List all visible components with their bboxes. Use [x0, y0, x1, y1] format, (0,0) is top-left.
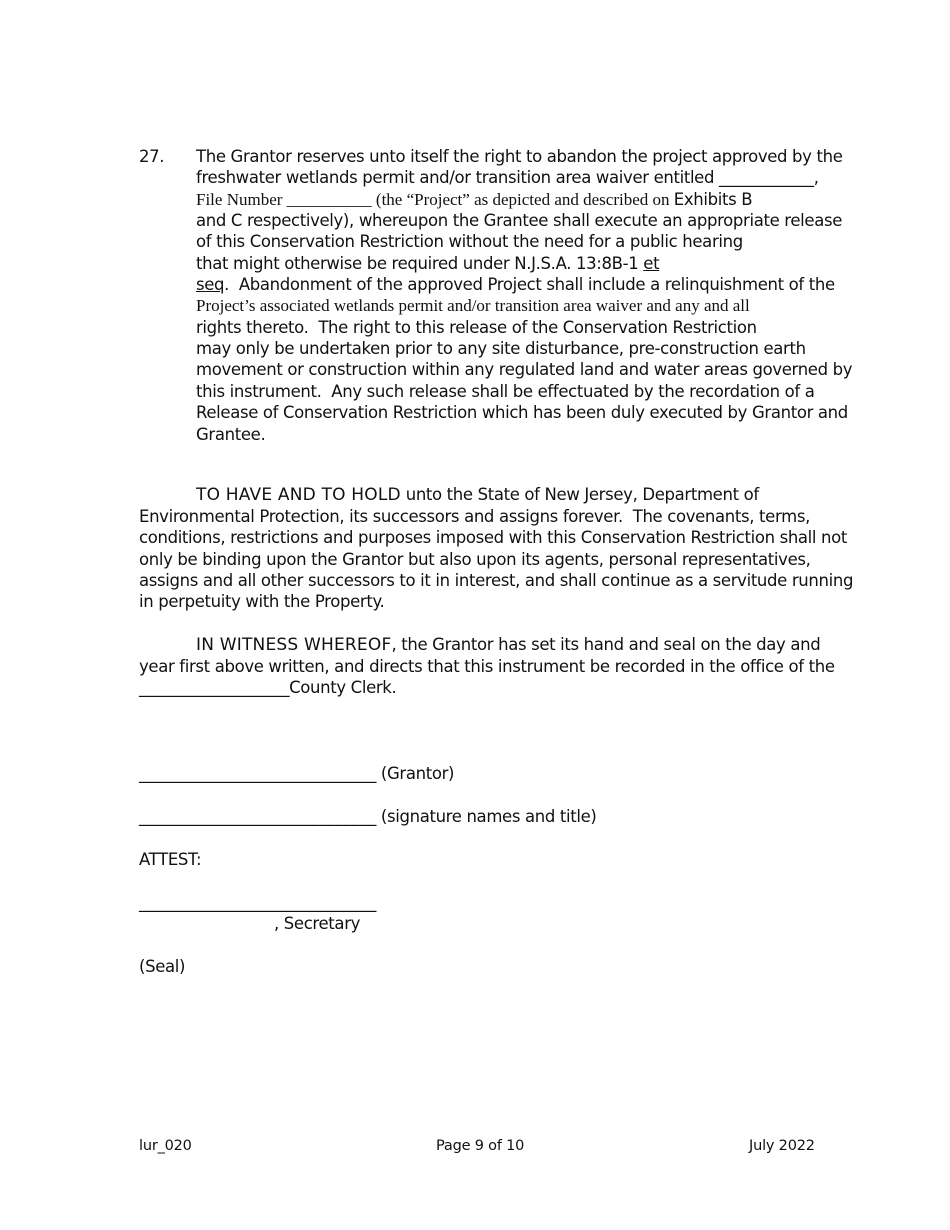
habendum-line-5: assigns and all other successors to it in interest, and shall continue as a servitude running — [139, 571, 854, 590]
paragraph-27-line-10: may only be undertaken prior to any site disturbance, pre-construction earth — [196, 339, 806, 358]
et-text: et — [643, 254, 660, 273]
paragraph-27-line-5: of this Conservation Restriction without the need for a public hearing — [196, 232, 743, 251]
paragraph-27-line-3 — [196, 189, 752, 210]
witness-lead: IN WITNESS WHEREOF — [196, 635, 392, 655]
habendum-lead: TO HAVE AND TO HOLD — [196, 485, 401, 505]
habendum-line-6: in perpetuity with the Property. — [139, 592, 385, 611]
witness-line-2: year first above written, and directs that this instrument be recorded in the office of the — [139, 657, 835, 676]
footer-form-id: lur_020 — [139, 1138, 192, 1154]
witness-text: , the Grantor has set its hand and seal on the day and — [391, 635, 821, 654]
paragraph-27-line-8: Project’s associated wetlands permit and/or transition area waiver and any and all — [196, 296, 750, 315]
paragraph-27-line-1: The Grantor reserves unto itself the right to abandon the project approved by the — [196, 147, 843, 166]
paragraph-27-line-9: rights thereto. The right to this release of the Conservation Restriction — [196, 318, 757, 337]
statute-text: that might otherwise be required under N.J.S.A. 13:8B-1 — [196, 254, 644, 273]
file-number-text: File Number __________ (the “Project” as depicted and described on — [196, 190, 674, 209]
seq-text: seq — [196, 275, 225, 294]
habendum-line-4: only be binding upon the Grantor but also upon its agents, personal representatives, — [139, 550, 811, 569]
abandonment-text: . Abandonment of the approved Project shall include a relinquishment of the — [224, 275, 835, 294]
county-clerk-line: ___________________County Clerk. — [139, 678, 397, 697]
paragraph-27-line-6 — [196, 253, 659, 274]
habendum-line-1 — [196, 484, 759, 506]
attest-label: ATTEST: — [139, 850, 202, 869]
paragraph-27-line-11: movement or construction within any regulated land and water areas governed by — [196, 360, 853, 379]
paragraph-number: 27. — [139, 147, 165, 166]
habendum-line-3: conditions, restrictions and purposes imposed with this Conservation Restriction shall not — [139, 528, 848, 547]
exhibits-text: Exhibits B — [673, 190, 753, 209]
footer-page-number: Page 9 of 10 — [436, 1138, 525, 1154]
paragraph-27-line-7 — [196, 274, 835, 295]
paragraph-27-line-13: Release of Conservation Restriction which has been duly executed by Grantor and — [196, 403, 848, 422]
seal-label: (Seal) — [139, 957, 186, 976]
grantor-signature-line: ______________________________ (Grantor) — [139, 764, 455, 783]
paragraph-27-line-12: this instrument. Any such release shall be effectuated by the recordation of a — [196, 382, 815, 401]
signature-names-line: ______________________________ (signature names and title) — [139, 807, 597, 826]
attest-signature-line: ______________________________ — [139, 893, 377, 912]
secretary-label: , Secretary — [274, 914, 361, 933]
footer-date: July 2022 — [749, 1138, 815, 1154]
paragraph-27-line-2: freshwater wetlands permit and/or transition area waiver entitled ____________, — [196, 168, 819, 187]
habendum-text: unto the State of New Jersey, Department of — [400, 485, 759, 504]
paragraph-27-line-14: Grantee. — [196, 425, 266, 444]
habendum-line-2: Environmental Protection, its successors and assigns forever. The covenants, terms, — [139, 507, 810, 526]
paragraph-27-line-4: and C respectively), whereupon the Grantee shall execute an appropriate release — [196, 211, 843, 230]
witness-line-1 — [196, 634, 820, 656]
